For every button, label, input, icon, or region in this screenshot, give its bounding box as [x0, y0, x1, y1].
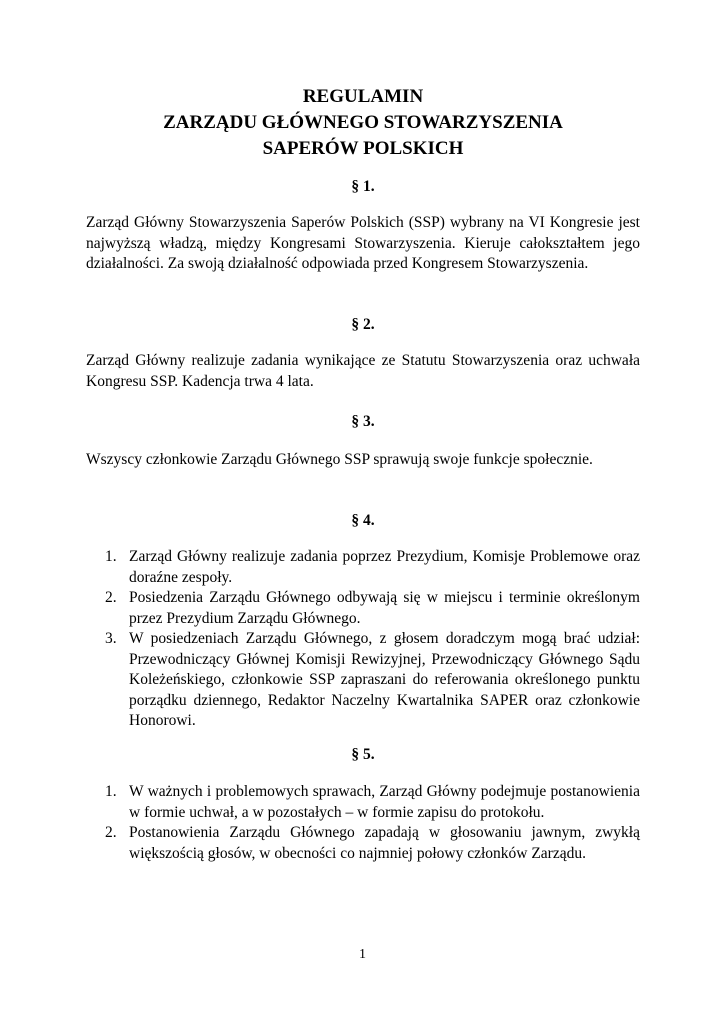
list-item-number: 1.: [105, 783, 117, 800]
section-1-text: Zarząd Główny Stowarzyszenia Saperów Polskich (SSP) wybrany na VI Kongresie jest najwyższą władzą, między Kongresami Stowarzyszenia. Kieruje całokształtem jego działalności. Za swoją działalność odpowiada przed Kongresem Stowarzyszenia.: [86, 214, 640, 272]
section-2-mark: § 2.: [351, 316, 375, 333]
title-line-2: ZARZĄDU GŁÓWNEGO STOWARZYSZENIA: [163, 112, 563, 133]
section-2-text: Zarząd Główny realizuje zadania wynikające ze Statutu Stowarzyszenia oraz uchwała Kongresu SSP. Kadencja trwa 4 lata.: [86, 352, 640, 390]
list-item-number: 2.: [105, 824, 117, 841]
list-item-number: 2.: [105, 589, 117, 606]
list-item-text: Posiedzenia Zarządu Głównego odbywają się w miejscu i terminie określonym przez Prezydium Zarządu Głównego.: [129, 589, 640, 627]
list-item: [86, 782, 640, 823]
list-item-number: 3.: [105, 630, 117, 647]
list-item-text: Postanowienia Zarządu Głównego zapadają w głosowaniu jawnym, zwykłą większością głosów, w obecności co najmniej połowy członków Zarządu.: [129, 824, 640, 862]
section-3-text: Wszyscy członkowie Zarządu Głównego SSP sprawują swoje funkcje społecznie.: [86, 451, 593, 468]
section-3-mark: § 3.: [351, 413, 375, 430]
list-item-number: 1.: [105, 548, 117, 565]
page-number: 1: [359, 947, 366, 962]
section-1-mark: § 1.: [351, 178, 375, 195]
title-line-3: SAPERÓW POLSKICH: [262, 138, 464, 159]
list-item-text: Zarząd Główny realizuje zadania poprzez Prezydium, Komisje Problemowe oraz doraźne zespoły.: [129, 548, 640, 586]
list-item-text: W posiedzeniach Zarządu Głównego, z głosem doradczym mogą brać udział: Przewodniczący Głównej Komisji Rewizyjnej, Przewodniczący Głównego Sądu Koleżeńskiego, członkowie SSP zapraszani do referowania określonego punktu porządku dziennego, Redaktor Naczelny Kwartalnika SAPER oraz członkowie Honorowi.: [129, 630, 640, 729]
section-4-list: [86, 547, 640, 732]
section-5-mark: § 5.: [351, 746, 375, 763]
list-item-text: W ważnych i problemowych sprawach, Zarząd Główny podejmuje postanowienia w formie uchwał, a w pozostałych – w formie zapisu do protokołu.: [129, 783, 640, 821]
list-item: [86, 588, 640, 629]
document-title: [86, 84, 640, 162]
section-5-list: [86, 782, 640, 864]
section-4-mark: § 4.: [351, 512, 375, 529]
list-item: [86, 823, 640, 864]
title-line-1: REGULAMIN: [302, 86, 424, 107]
list-item: [86, 629, 640, 732]
list-item: [86, 547, 640, 588]
